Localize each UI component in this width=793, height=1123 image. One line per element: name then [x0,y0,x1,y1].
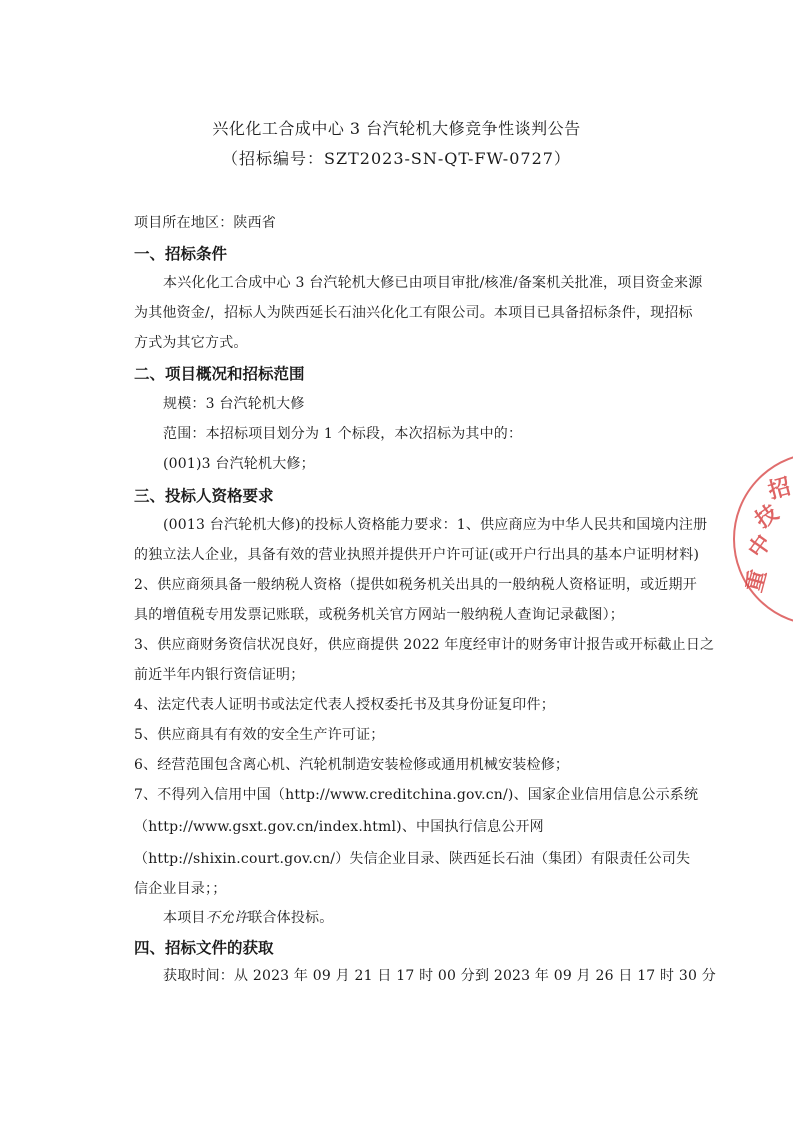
seal-char: 技 [750,499,784,534]
paragraph-line: 本兴化化工合成中心 3 台汽轮机大修已由项目审批/核准/备案机关批准，项目资金来源 [163,275,703,291]
paragraph-line: 2、供应商须具备一般纳税人资格（提供如税务机关出具的一般纳税人资格证明，或近期开 [134,577,697,593]
paragraph-line: 4、法定代表人证明书或法定代表人授权委托书及其身份证复印件； [134,697,555,713]
joint-bid-emphasis: 不允许 [205,910,249,926]
project-scope: 范围：本招标项目划分为 1 个标段，本次招标为其中的： [163,426,523,442]
acquisition-time: 获取时间：从 2023 年 09 月 21 日 17 时 00 分到 2023 年 09 月 26 日 17 时 30 分 [163,968,716,984]
joint-bid-suffix: 联合体投标。 [248,910,334,926]
project-lot: (001)3 台汽轮机大修； [163,456,315,472]
joint-bid-statement [163,909,333,927]
paragraph-line: （http://shixin.court.gov.cn/）失信企业目录、陕西延长石油（集团）有限责任公司失 [134,851,691,867]
joint-bid-prefix: 本项目 [163,910,206,926]
section-heading-project-overview: 二、项目概况和招标范围 [134,365,305,383]
paragraph-line: 方式为其它方式。 [134,335,248,351]
paragraph-line: 7、不得列入信用中国（http://www.creditchina.gov.cn/)、国家企业信用信息公示系统 [134,787,699,803]
paragraph-line: 5、供应商具有有效的安全生产许可证； [134,727,385,743]
seal-char: 招 [765,473,793,505]
paragraph-line: (0013 台汽轮机大修)的投标人资格能力要求：1、供应商应为中华人民共和国境内注册 [163,517,708,533]
project-region: 项目所在地区：陕西省 [134,215,276,231]
seal-char: 重 [741,566,772,595]
section-heading-bidder-qualifications: 三、投标人资格要求 [134,487,274,505]
paragraph-line: 3、供应商财务资信状况良好，供应商提供 2022 年度经审计的财务审计报告或开标截止日之 [134,637,715,653]
document-title: 兴化化工合成中心 3 台汽轮机大修竞争性谈判公告 [212,119,581,138]
paragraph-line: 的独立法人企业，具备有效的营业执照并提供开户许可证(或开户行出具的基本户证明材料) [134,547,700,563]
seal-char: 中 [743,529,778,563]
section-heading-tender-conditions: 一、招标条件 [134,245,228,263]
paragraph-line: 为其他资金/，招标人为陕西延长石油兴化化工有限公司。本项目已具备招标条件，现招标 [134,305,693,321]
paragraph-line: 6、经营范围包含离心机、汽轮机制造安装检修或通用机械安装检修； [134,757,570,773]
section-heading-document-acquisition: 四、招标文件的获取 [134,939,274,957]
tender-number: （招标编号：SZT2023-SN-QT-FW-0727） [222,149,571,168]
paragraph-line: 具的增值税专用发票记账联，或税务机关官方网站一般纳税人查询记录截图）； [134,607,624,623]
paragraph-line: 信企业目录；； [134,881,227,897]
paragraph-line: （http://www.gsxt.gov.cn/index.html)、中国执行信息公开网 [134,819,544,835]
project-scale: 规模：3 台汽轮机大修 [163,396,305,412]
paragraph-line: 前近半年内银行资信证明； [134,667,305,683]
